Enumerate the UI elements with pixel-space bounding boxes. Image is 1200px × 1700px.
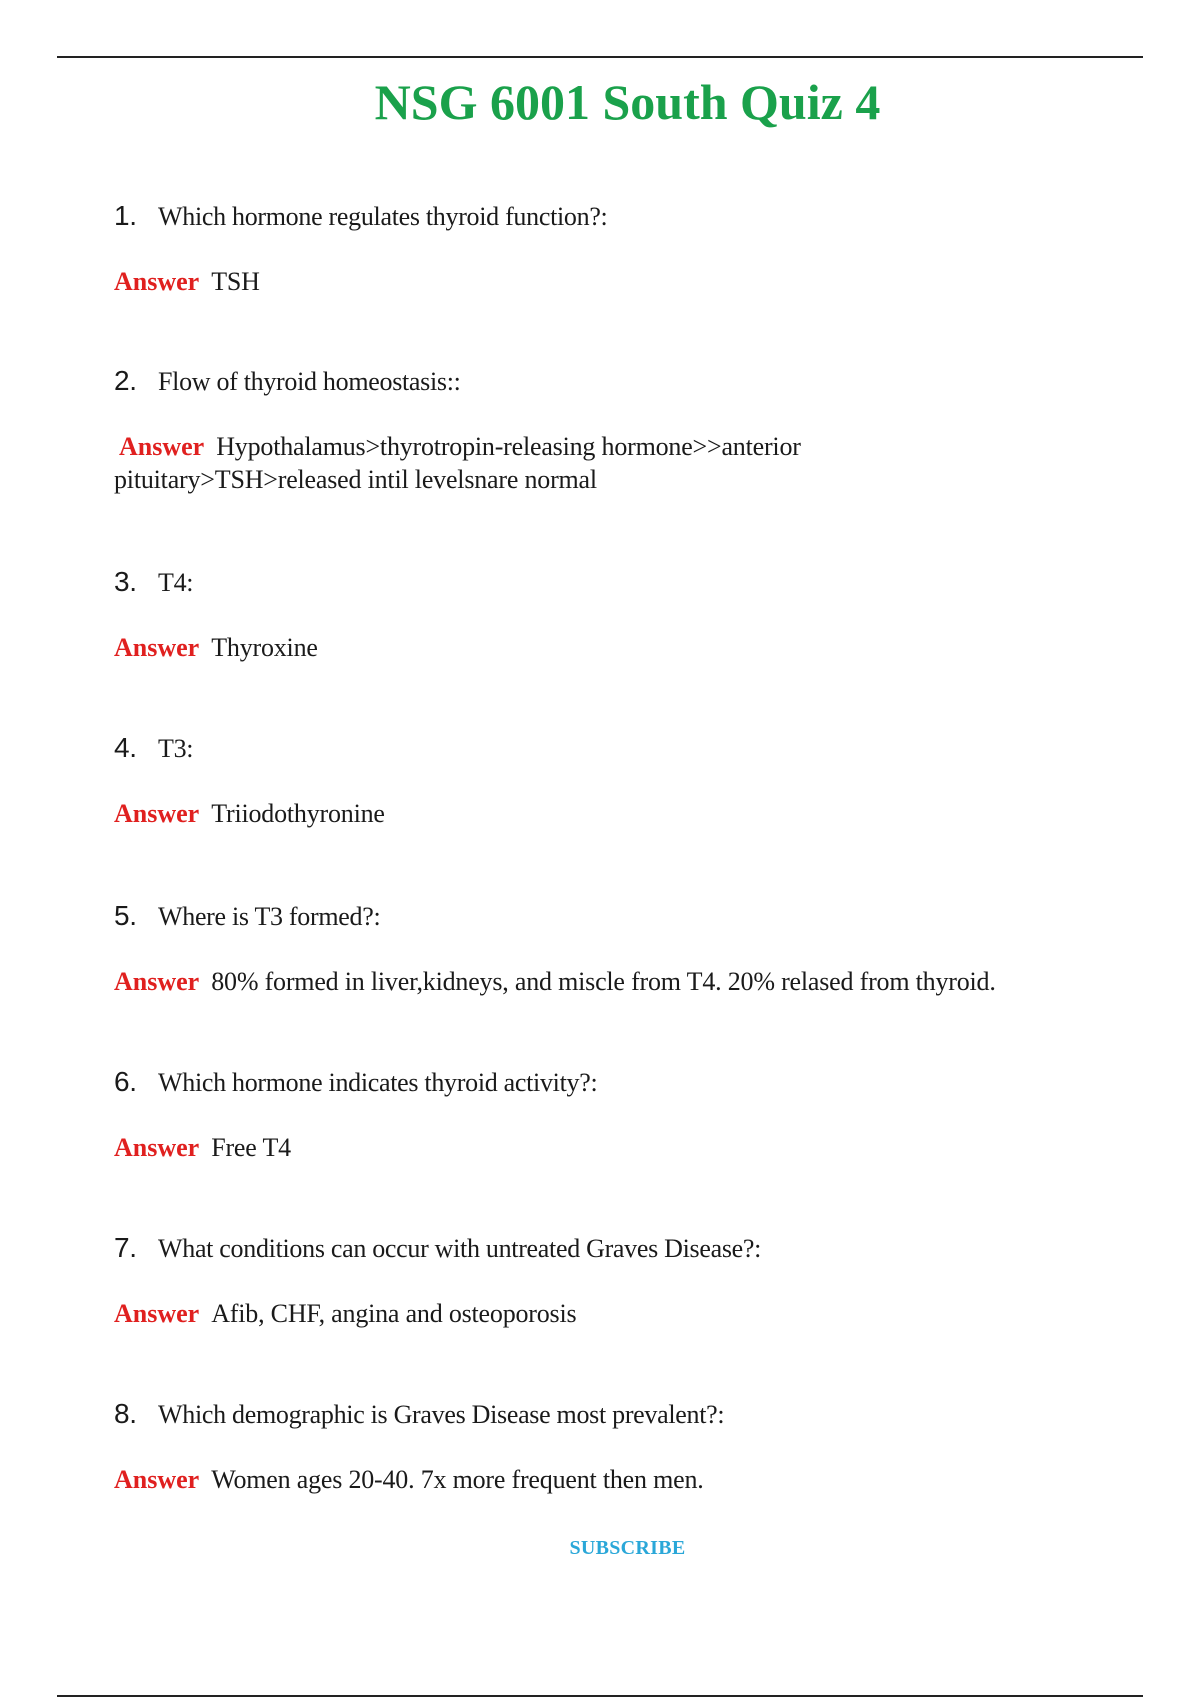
answer-label: Answer xyxy=(114,1299,200,1328)
question xyxy=(114,732,1114,765)
answer xyxy=(114,430,904,496)
answer xyxy=(114,1463,1114,1496)
qa-item-8 xyxy=(114,1398,1114,1496)
answer-text: Hypothalamus>thyrotropin-releasing hormone>>anterior pituitary>TSH>released intil levelsnare normal xyxy=(114,432,801,494)
qa-item-3 xyxy=(114,566,1114,664)
answer-text: 80% formed in liver,kidneys, and miscle from T4. 20% relased from thyroid. xyxy=(211,967,996,996)
answer-label: Answer xyxy=(119,432,205,461)
question-text: Where is T3 formed?: xyxy=(158,902,381,931)
question-number: 2. xyxy=(114,365,137,396)
answer-text: Free T4 xyxy=(211,1133,291,1162)
question-text: Which demographic is Graves Disease most prevalent?: xyxy=(158,1400,725,1429)
question xyxy=(114,1232,1114,1265)
answer xyxy=(114,631,1114,664)
answer xyxy=(114,965,1114,998)
qa-item-2 xyxy=(114,365,1114,496)
answer-label: Answer xyxy=(114,1465,200,1494)
answer-text: Afib, CHF, angina and osteoporosis xyxy=(211,1299,577,1328)
question xyxy=(114,365,1114,398)
question-text: What conditions can occur with untreated Graves Disease?: xyxy=(158,1234,762,1263)
question-text: T3: xyxy=(158,734,194,763)
question-text: T4: xyxy=(158,568,194,597)
answer-text: Thyroxine xyxy=(211,633,318,662)
subscribe-link[interactable]: SUBSCRIBE xyxy=(569,1537,686,1559)
question xyxy=(114,200,1114,233)
question-number: 1. xyxy=(114,200,137,231)
question xyxy=(114,566,1114,599)
question-text: Which hormone regulates thyroid function?: xyxy=(158,202,608,231)
qa-item-4 xyxy=(114,732,1114,830)
question-number: 6. xyxy=(114,1066,137,1097)
bottom-divider xyxy=(57,1695,1143,1697)
question-number: 8. xyxy=(114,1398,137,1429)
top-divider xyxy=(57,56,1143,58)
question-number: 5. xyxy=(114,900,137,931)
qa-item-5 xyxy=(114,900,1114,998)
question xyxy=(114,900,1114,933)
answer-text: Women ages 20-40. 7x more frequent then men. xyxy=(211,1465,704,1494)
answer-label: Answer xyxy=(114,267,200,296)
answer-text: Triiodothyronine xyxy=(211,799,385,828)
document-title: NSG 6001 South Quiz 4 xyxy=(374,74,881,130)
question-text: Which hormone indicates thyroid activity?: xyxy=(158,1068,598,1097)
answer xyxy=(114,265,1114,298)
question-number: 3. xyxy=(114,566,137,597)
question xyxy=(114,1398,1114,1431)
answer xyxy=(114,1297,1114,1330)
qa-item-6 xyxy=(114,1066,1114,1164)
question xyxy=(114,1066,1114,1099)
answer-label: Answer xyxy=(114,633,200,662)
answer-text: TSH xyxy=(211,267,260,296)
answer xyxy=(114,1131,1114,1164)
question-text: Flow of thyroid homeostasis:: xyxy=(158,367,461,396)
answer xyxy=(114,797,1114,830)
question-number: 4. xyxy=(114,732,137,763)
answer-label: Answer xyxy=(114,967,200,996)
question-number: 7. xyxy=(114,1232,137,1263)
qa-item-7 xyxy=(114,1232,1114,1330)
answer-label: Answer xyxy=(114,799,200,828)
answer-label: Answer xyxy=(114,1133,200,1162)
qa-item-1 xyxy=(114,200,1114,298)
